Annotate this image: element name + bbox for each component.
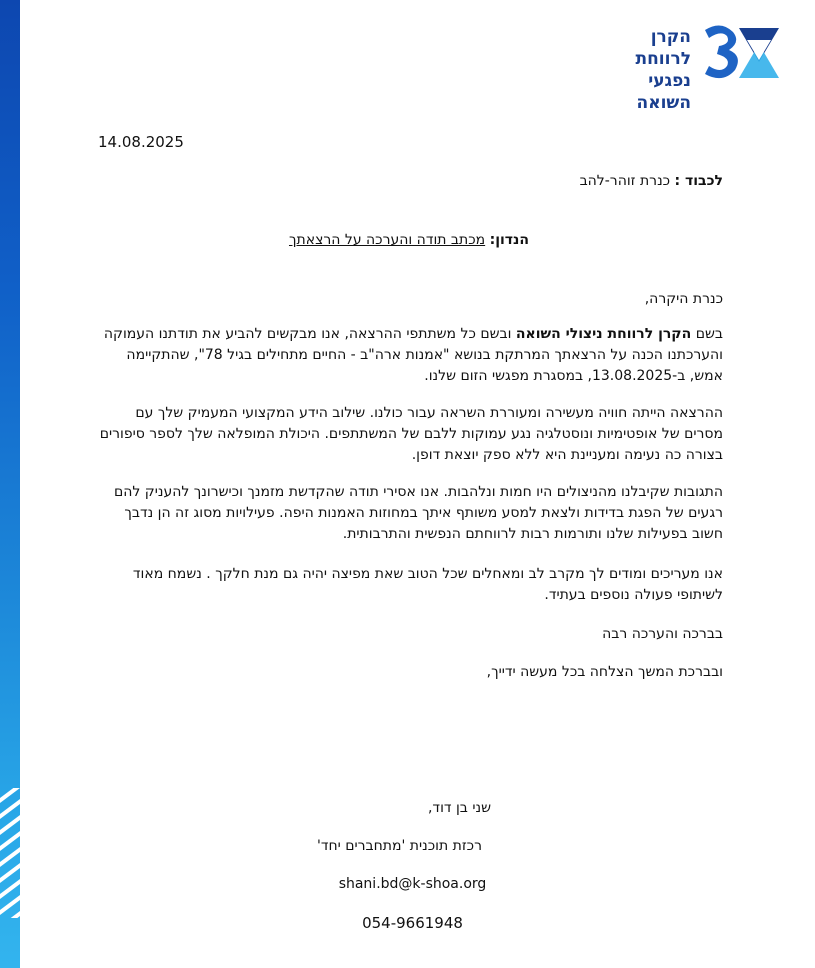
paragraph-1-org: הקרן לרווחת ניצולי השואה xyxy=(515,326,692,342)
signature-role: רכזת תוכנית 'מתחברים יחד' xyxy=(317,838,482,854)
paragraph-1-rest: ובשם כל משתתפי ההרצאה, אנו מבקשים להביע את תודתנו העמוקה והערכתנו הכנה על הרצאתך המרתקת בנושא "אמנות ארה"ב - החיים מתחילים בגיל 78", שהתקיימה אמש, ב-13.08.2025, במסגרת מפגשי הזום שלנו. xyxy=(103,326,723,384)
recipient-prefix: לכבוד : xyxy=(674,173,723,189)
paragraph-4: אנו מעריכים ומודים לך מקרב לב ומאחלים שכל הטוב שאת מפיצה יהיה גם מנת חלקך . נשמח מאוד לשיתופי פעולה נוספים בעתיד. xyxy=(132,566,723,603)
signature-email: shani.bd@k-shoa.org xyxy=(338,876,487,892)
subject-line xyxy=(289,229,529,251)
closing-1: בברכה והערכה רבה xyxy=(602,626,723,642)
paragraph-3: התגובות שקיבלנו מהניצולים היו חמות ונלהבות. אנו אסירי תודה שהקדשת מזמנך וכישרונך להעניק להם רגעים של הפגת בדידות ולצאת למסע משותף איתך במחוזות האמנות היפה. פעילויות מסוג זה הן נדבך חשוב בפעילות שלנו ותורמות רבות לרווחתם הנפשית והתרבותית. xyxy=(113,484,723,542)
subject-text: מכתב תודה והערכה על הרצאתך xyxy=(288,232,486,248)
letter-date: 14.08.2025 xyxy=(98,133,184,151)
paragraph-1-intro: בשם xyxy=(695,326,723,342)
recipient-name: כנרת זוהר-להב xyxy=(579,173,671,189)
logo-line-1: הקרן לרווחת xyxy=(635,27,691,69)
organization-logo xyxy=(596,22,781,113)
recipient-line xyxy=(580,170,723,192)
paragraph-1 xyxy=(93,324,723,387)
paragraph-2: ההרצאה הייתה חוויה מעשירה ומעוררת השראה עבור כולנו. שילוב הידע המקצועי המעמיק שלך עם מסרים של אופטימיות ונוסטלגיה נגע עמוקות ללבם של המשתתפים. היכולת המופלאה שלך לספר סיפורים בצורה כה נעימה ומעניינת היא ללא ספק יוצאת דופן. xyxy=(99,405,723,463)
logo-line-2: נפגעי השואה xyxy=(636,71,691,113)
signature-name: שני בן דוד, xyxy=(427,800,491,816)
greeting: כנרת היקרה, xyxy=(644,291,723,307)
logo-text xyxy=(596,26,691,114)
subject-label: הנדון: xyxy=(489,232,529,248)
signature-phone: 054-9661948 xyxy=(362,914,463,932)
logo-mark-icon xyxy=(699,22,781,84)
closing-2: ובברכת המשך הצלחה בכל מעשה ידייך, xyxy=(486,664,723,680)
